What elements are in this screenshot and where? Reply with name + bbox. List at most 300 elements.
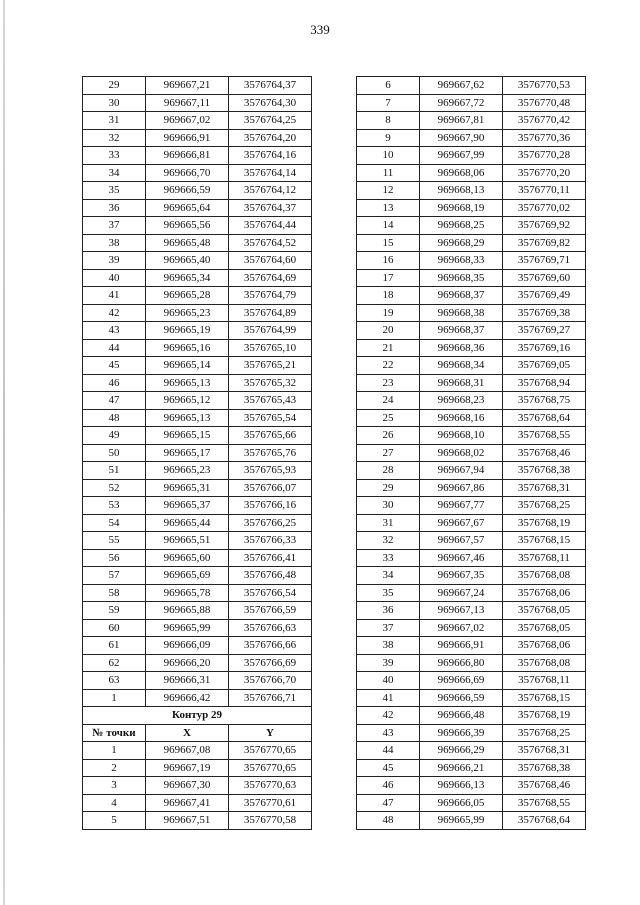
table-row: [357, 777, 586, 795]
table-row: [357, 444, 586, 462]
point-number-cell: 22: [357, 357, 420, 375]
y-coordinate-cell: 3576768,11: [503, 549, 586, 567]
x-coordinate-cell: 969665,17: [146, 444, 229, 462]
point-number-cell: 4: [83, 794, 146, 812]
table-row: [357, 812, 586, 830]
y-coordinate-cell: 3576768,94: [503, 374, 586, 392]
y-coordinate-cell: 3576766,16: [229, 497, 312, 515]
y-coordinate-cell: 3576768,55: [503, 794, 586, 812]
point-number-cell: 15: [357, 234, 420, 252]
point-number-cell: 54: [83, 514, 146, 532]
x-coordinate-cell: 969668,25: [420, 217, 503, 235]
x-coordinate-cell: 969667,08: [146, 742, 229, 760]
y-coordinate-cell: 3576768,08: [503, 654, 586, 672]
x-coordinate-cell: 969666,42: [146, 689, 229, 707]
point-number-cell: 55: [83, 532, 146, 550]
x-coordinate-cell: 969665,51: [146, 532, 229, 550]
x-coordinate-cell: 969665,31: [146, 479, 229, 497]
y-coordinate-cell: 3576768,38: [503, 462, 586, 480]
point-number-cell: 45: [357, 759, 420, 777]
x-coordinate-cell: 969667,02: [146, 112, 229, 130]
point-number-cell: 45: [83, 357, 146, 375]
x-coordinate-cell: 969667,57: [420, 532, 503, 550]
table-row: [357, 409, 586, 427]
table-row: [83, 339, 312, 357]
coordinates-table-left: [82, 76, 312, 830]
y-coordinate-cell: 3576768,19: [503, 707, 586, 725]
table-row: [83, 619, 312, 637]
y-coordinate-cell: 3576765,54: [229, 409, 312, 427]
table-row: [83, 742, 312, 760]
y-coordinate-cell: 3576764,69: [229, 269, 312, 287]
y-coordinate-cell: 3576764,25: [229, 112, 312, 130]
x-coordinate-cell: 969668,06: [420, 164, 503, 182]
table-row: [357, 164, 586, 182]
y-coordinate-cell: 3576770,42: [503, 112, 586, 130]
y-coordinate-cell: 3576769,38: [503, 304, 586, 322]
y-coordinate-cell: 3576766,25: [229, 514, 312, 532]
y-coordinate-cell: 3576769,05: [503, 357, 586, 375]
x-coordinate-cell: 969666,70: [146, 164, 229, 182]
table-row: [357, 672, 586, 690]
x-coordinate-cell: 969668,31: [420, 374, 503, 392]
point-number-cell: 24: [357, 392, 420, 410]
x-coordinate-cell: 969668,34: [420, 357, 503, 375]
point-number-cell: 59: [83, 602, 146, 620]
table-row: [357, 304, 586, 322]
y-coordinate-cell: 3576769,16: [503, 339, 586, 357]
point-number-cell: 44: [357, 742, 420, 760]
page-number: 339: [310, 22, 330, 37]
y-coordinate-cell: 3576768,31: [503, 479, 586, 497]
x-coordinate-cell: 969666,13: [420, 777, 503, 795]
table-row: [357, 129, 586, 147]
table-row: [83, 532, 312, 550]
table-row: [357, 147, 586, 165]
header-y: Y: [229, 724, 312, 742]
table-row: [83, 94, 312, 112]
y-coordinate-cell: 3576769,27: [503, 322, 586, 340]
point-number-cell: 26: [357, 427, 420, 445]
x-coordinate-cell: 969667,02: [420, 619, 503, 637]
point-number-cell: 63: [83, 672, 146, 690]
header-x: X: [146, 724, 229, 742]
table-row: [357, 602, 586, 620]
x-coordinate-cell: 969665,69: [146, 567, 229, 585]
table-row: [83, 287, 312, 305]
point-number-cell: 14: [357, 217, 420, 235]
x-coordinate-cell: 969665,40: [146, 252, 229, 270]
x-coordinate-cell: 969667,24: [420, 584, 503, 602]
point-number-cell: 35: [357, 584, 420, 602]
y-coordinate-cell: 3576769,82: [503, 234, 586, 252]
table-row: [83, 374, 312, 392]
x-coordinate-cell: 969667,19: [146, 759, 229, 777]
x-coordinate-cell: 969665,13: [146, 409, 229, 427]
table-row: [357, 619, 586, 637]
x-coordinate-cell: 969667,51: [146, 812, 229, 830]
x-coordinate-cell: 969668,33: [420, 252, 503, 270]
x-coordinate-cell: 969665,28: [146, 287, 229, 305]
point-number-cell: 3: [83, 777, 146, 795]
point-number-cell: 38: [357, 637, 420, 655]
y-coordinate-cell: 3576768,64: [503, 409, 586, 427]
point-number-cell: 33: [83, 147, 146, 165]
point-number-cell: 12: [357, 182, 420, 200]
x-coordinate-cell: 969665,44: [146, 514, 229, 532]
table-row: [357, 287, 586, 305]
point-number-cell: 29: [83, 77, 146, 95]
x-coordinate-cell: 969666,59: [146, 182, 229, 200]
x-coordinate-cell: 969668,37: [420, 322, 503, 340]
y-coordinate-cell: 3576770,61: [229, 794, 312, 812]
y-coordinate-cell: 3576766,33: [229, 532, 312, 550]
y-coordinate-cell: 3576768,55: [503, 427, 586, 445]
x-coordinate-cell: 969667,13: [420, 602, 503, 620]
y-coordinate-cell: 3576768,19: [503, 514, 586, 532]
x-coordinate-cell: 969667,41: [146, 794, 229, 812]
x-coordinate-cell: 969668,23: [420, 392, 503, 410]
y-coordinate-cell: 3576768,75: [503, 392, 586, 410]
table-row: [357, 567, 586, 585]
x-coordinate-cell: 969665,13: [146, 374, 229, 392]
y-coordinate-cell: 3576768,15: [503, 532, 586, 550]
y-coordinate-cell: 3576770,48: [503, 94, 586, 112]
x-coordinate-cell: 969666,21: [420, 759, 503, 777]
x-coordinate-cell: 969666,69: [420, 672, 503, 690]
x-coordinate-cell: 969668,38: [420, 304, 503, 322]
point-number-cell: 27: [357, 444, 420, 462]
table-row: [357, 479, 586, 497]
table-row: [357, 742, 586, 760]
table-row: [83, 602, 312, 620]
table-row: [83, 357, 312, 375]
point-number-cell: 36: [83, 199, 146, 217]
y-coordinate-cell: 3576768,06: [503, 584, 586, 602]
x-coordinate-cell: 969665,60: [146, 549, 229, 567]
table-row: [83, 129, 312, 147]
x-coordinate-cell: 969665,23: [146, 304, 229, 322]
point-number-cell: 20: [357, 322, 420, 340]
x-coordinate-cell: 969667,21: [146, 77, 229, 95]
y-coordinate-cell: 3576764,30: [229, 94, 312, 112]
x-coordinate-cell: 969668,29: [420, 234, 503, 252]
x-coordinate-cell: 969667,46: [420, 549, 503, 567]
point-number-cell: 48: [83, 409, 146, 427]
table-row: [357, 724, 586, 742]
table-row: [83, 654, 312, 672]
y-coordinate-cell: 3576764,14: [229, 164, 312, 182]
x-coordinate-cell: 969665,23: [146, 462, 229, 480]
y-coordinate-cell: 3576766,07: [229, 479, 312, 497]
table-row: [357, 759, 586, 777]
y-coordinate-cell: 3576768,08: [503, 567, 586, 585]
x-coordinate-cell: 969668,37: [420, 287, 503, 305]
point-number-cell: 13: [357, 199, 420, 217]
y-coordinate-cell: 3576768,64: [503, 812, 586, 830]
table-row: [357, 77, 586, 95]
y-coordinate-cell: 3576766,66: [229, 637, 312, 655]
y-coordinate-cell: 3576764,20: [229, 129, 312, 147]
x-coordinate-cell: 969666,48: [420, 707, 503, 725]
x-coordinate-cell: 969665,15: [146, 427, 229, 445]
point-number-cell: 43: [357, 724, 420, 742]
table-row: [83, 497, 312, 515]
y-coordinate-cell: 3576770,53: [503, 77, 586, 95]
y-coordinate-cell: 3576766,63: [229, 619, 312, 637]
point-number-cell: 28: [357, 462, 420, 480]
point-number-cell: 37: [357, 619, 420, 637]
table-row: [83, 199, 312, 217]
point-number-cell: 61: [83, 637, 146, 655]
y-coordinate-cell: 3576764,37: [229, 199, 312, 217]
point-number-cell: 40: [83, 269, 146, 287]
point-number-cell: 34: [357, 567, 420, 585]
point-number-cell: 47: [83, 392, 146, 410]
y-coordinate-cell: 3576770,20: [503, 164, 586, 182]
point-number-cell: 32: [83, 129, 146, 147]
table-row: [83, 164, 312, 182]
table-row: [357, 234, 586, 252]
y-coordinate-cell: 3576768,06: [503, 637, 586, 655]
x-coordinate-cell: 969667,81: [420, 112, 503, 130]
y-coordinate-cell: 3576768,46: [503, 777, 586, 795]
point-number-cell: 1: [83, 742, 146, 760]
y-coordinate-cell: 3576770,36: [503, 129, 586, 147]
x-coordinate-cell: 969667,72: [420, 94, 503, 112]
x-coordinate-cell: 969665,37: [146, 497, 229, 515]
table-row: [83, 812, 312, 830]
x-coordinate-cell: 969666,29: [420, 742, 503, 760]
x-coordinate-cell: 969668,36: [420, 339, 503, 357]
point-number-cell: 60: [83, 619, 146, 637]
x-coordinate-cell: 969665,99: [420, 812, 503, 830]
y-coordinate-cell: 3576768,25: [503, 497, 586, 515]
x-coordinate-cell: 969667,99: [420, 147, 503, 165]
table-row: [83, 234, 312, 252]
point-number-cell: 29: [357, 479, 420, 497]
table-row: [357, 252, 586, 270]
point-number-cell: 18: [357, 287, 420, 305]
x-coordinate-cell: 969668,02: [420, 444, 503, 462]
y-coordinate-cell: 3576768,38: [503, 759, 586, 777]
table-row: [357, 217, 586, 235]
point-number-cell: 46: [83, 374, 146, 392]
y-coordinate-cell: 3576764,12: [229, 182, 312, 200]
point-number-cell: 33: [357, 549, 420, 567]
y-coordinate-cell: 3576764,37: [229, 77, 312, 95]
y-coordinate-cell: 3576768,05: [503, 619, 586, 637]
y-coordinate-cell: 3576770,63: [229, 777, 312, 795]
table-row: [83, 427, 312, 445]
table-row: [83, 462, 312, 480]
point-number-cell: 56: [83, 549, 146, 567]
table-row: [357, 374, 586, 392]
y-coordinate-cell: 3576768,05: [503, 602, 586, 620]
point-number-cell: 2: [83, 759, 146, 777]
x-coordinate-cell: 969665,78: [146, 584, 229, 602]
y-coordinate-cell: 3576764,79: [229, 287, 312, 305]
table-row: [83, 479, 312, 497]
y-coordinate-cell: 3576765,66: [229, 427, 312, 445]
point-number-cell: 39: [357, 654, 420, 672]
y-coordinate-cell: 3576766,70: [229, 672, 312, 690]
right-table-body: [357, 77, 586, 830]
table-row: [83, 777, 312, 795]
y-coordinate-cell: 3576768,46: [503, 444, 586, 462]
point-number-cell: 43: [83, 322, 146, 340]
y-coordinate-cell: 3576770,02: [503, 199, 586, 217]
point-number-cell: 53: [83, 497, 146, 515]
y-coordinate-cell: 3576769,60: [503, 269, 586, 287]
y-coordinate-cell: 3576766,69: [229, 654, 312, 672]
point-number-cell: 42: [83, 304, 146, 322]
point-number-cell: 38: [83, 234, 146, 252]
point-number-cell: 41: [83, 287, 146, 305]
point-number-cell: 44: [83, 339, 146, 357]
y-coordinate-cell: 3576769,49: [503, 287, 586, 305]
y-coordinate-cell: 3576764,60: [229, 252, 312, 270]
x-coordinate-cell: 969665,56: [146, 217, 229, 235]
y-coordinate-cell: 3576765,76: [229, 444, 312, 462]
table-row: [83, 444, 312, 462]
x-coordinate-cell: 969667,86: [420, 479, 503, 497]
table-row: [357, 514, 586, 532]
table-row: [83, 794, 312, 812]
x-coordinate-cell: 969665,12: [146, 392, 229, 410]
point-number-cell: 31: [357, 514, 420, 532]
point-number-cell: 16: [357, 252, 420, 270]
table-row: [83, 567, 312, 585]
table-row: [357, 392, 586, 410]
point-number-cell: 41: [357, 689, 420, 707]
point-number-cell: 36: [357, 602, 420, 620]
point-number-cell: 10: [357, 147, 420, 165]
table-row: [83, 112, 312, 130]
point-number-cell: 9: [357, 129, 420, 147]
y-coordinate-cell: 3576766,71: [229, 689, 312, 707]
point-number-cell: 34: [83, 164, 146, 182]
x-coordinate-cell: 969665,16: [146, 339, 229, 357]
table-row: [357, 357, 586, 375]
point-number-cell: 50: [83, 444, 146, 462]
y-coordinate-cell: 3576766,41: [229, 549, 312, 567]
x-coordinate-cell: 969665,48: [146, 234, 229, 252]
point-number-cell: 48: [357, 812, 420, 830]
point-number-cell: 35: [83, 182, 146, 200]
x-coordinate-cell: 969668,10: [420, 427, 503, 445]
point-number-cell: 62: [83, 654, 146, 672]
y-coordinate-cell: 3576764,44: [229, 217, 312, 235]
point-number-cell: 58: [83, 584, 146, 602]
table-row: [357, 339, 586, 357]
table-row: [83, 672, 312, 690]
x-coordinate-cell: 969667,30: [146, 777, 229, 795]
y-coordinate-cell: 3576768,15: [503, 689, 586, 707]
x-coordinate-cell: 969666,59: [420, 689, 503, 707]
x-coordinate-cell: 969668,19: [420, 199, 503, 217]
x-coordinate-cell: 969668,35: [420, 269, 503, 287]
y-coordinate-cell: 3576769,71: [503, 252, 586, 270]
point-number-cell: 21: [357, 339, 420, 357]
y-coordinate-cell: 3576768,31: [503, 742, 586, 760]
y-coordinate-cell: 3576770,58: [229, 812, 312, 830]
table-row: [357, 637, 586, 655]
coordinates-table-right: [356, 76, 586, 830]
table-row: [83, 637, 312, 655]
y-coordinate-cell: 3576770,65: [229, 742, 312, 760]
y-coordinate-cell: 3576764,89: [229, 304, 312, 322]
point-number-cell: 19: [357, 304, 420, 322]
point-number-cell: 42: [357, 707, 420, 725]
point-number-cell: 37: [83, 217, 146, 235]
y-coordinate-cell: 3576770,28: [503, 147, 586, 165]
point-number-cell: 46: [357, 777, 420, 795]
y-coordinate-cell: 3576764,52: [229, 234, 312, 252]
table-row: [83, 322, 312, 340]
point-number-cell: 51: [83, 462, 146, 480]
table-row: [357, 199, 586, 217]
x-coordinate-cell: 969666,20: [146, 654, 229, 672]
point-number-cell: 11: [357, 164, 420, 182]
table-row: [357, 182, 586, 200]
point-number-cell: 8: [357, 112, 420, 130]
table-row: [83, 689, 312, 707]
x-coordinate-cell: 969666,81: [146, 147, 229, 165]
point-number-cell: 7: [357, 94, 420, 112]
table-row: [83, 392, 312, 410]
table-row: [357, 322, 586, 340]
x-coordinate-cell: 969668,16: [420, 409, 503, 427]
table-row: [83, 147, 312, 165]
x-coordinate-cell: 969667,62: [420, 77, 503, 95]
x-coordinate-cell: 969667,11: [146, 94, 229, 112]
table-row: [83, 77, 312, 95]
point-number-cell: 23: [357, 374, 420, 392]
y-coordinate-cell: 3576770,11: [503, 182, 586, 200]
point-number-cell: 32: [357, 532, 420, 550]
contour-title-row: [83, 707, 312, 725]
y-coordinate-cell: 3576765,43: [229, 392, 312, 410]
x-coordinate-cell: 969665,14: [146, 357, 229, 375]
x-coordinate-cell: 969666,80: [420, 654, 503, 672]
y-coordinate-cell: 3576766,48: [229, 567, 312, 585]
x-coordinate-cell: 969666,91: [146, 129, 229, 147]
x-coordinate-cell: 969667,90: [420, 129, 503, 147]
table-row: [357, 269, 586, 287]
point-number-cell: 1: [83, 689, 146, 707]
x-coordinate-cell: 969668,13: [420, 182, 503, 200]
x-coordinate-cell: 969666,31: [146, 672, 229, 690]
y-coordinate-cell: 3576765,32: [229, 374, 312, 392]
x-coordinate-cell: 969666,39: [420, 724, 503, 742]
table-row: [357, 549, 586, 567]
point-number-cell: 25: [357, 409, 420, 427]
table-row: [83, 409, 312, 427]
table-row: [83, 182, 312, 200]
y-coordinate-cell: 3576764,99: [229, 322, 312, 340]
table-row: [357, 497, 586, 515]
x-coordinate-cell: 969665,34: [146, 269, 229, 287]
y-coordinate-cell: 3576765,93: [229, 462, 312, 480]
table-row: [357, 112, 586, 130]
left-table-body: [83, 77, 312, 830]
y-coordinate-cell: 3576764,16: [229, 147, 312, 165]
x-coordinate-cell: 969667,94: [420, 462, 503, 480]
point-number-cell: 30: [357, 497, 420, 515]
x-coordinate-cell: 969666,05: [420, 794, 503, 812]
table-row: [83, 269, 312, 287]
